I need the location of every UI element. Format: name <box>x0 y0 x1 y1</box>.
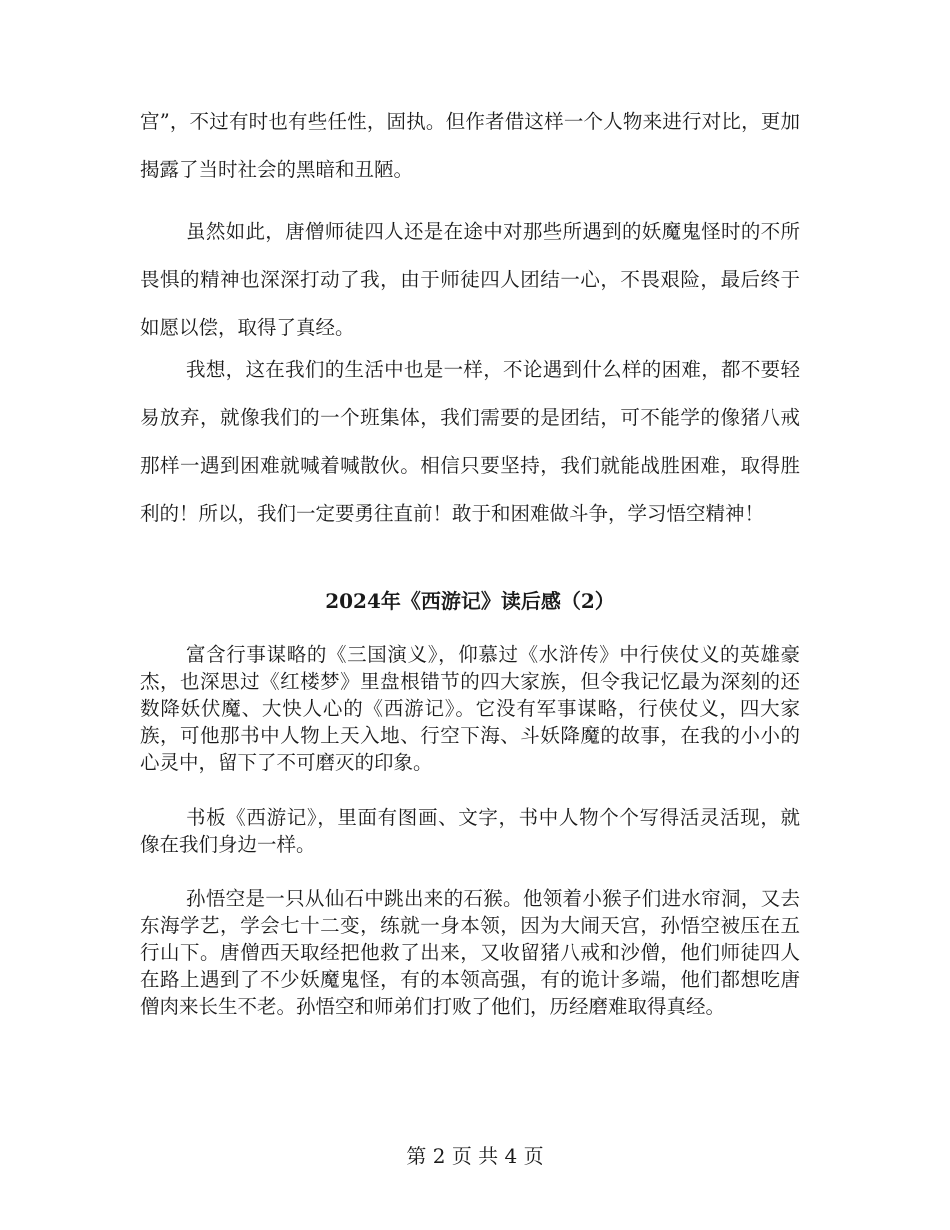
paragraph-book-description: 书板《西游记》，里面有图画、文字，书中人物个个写得活灵活现，就像在我们身边一样。 <box>140 806 800 856</box>
paragraph-determination: 虽然如此，唐僧师徒四人还是在途中对那些所遇到的妖魔鬼怪时的不所畏惧的精神也深深打动了我，由于师徒四人团结一心，不畏艰险，最后终于如愿以偿，取得了真经。 <box>140 220 800 339</box>
paragraph-sun-wukong-story: 孙悟空是一只从仙石中跳出来的石猴。他领着小猴子们进水帘洞，又去东海学艺，学会七十二变，练就一身本领，因为大闹天宫，孙悟空被压在五行山下。唐僧西天取经把他救了出来，又收留猪八戒和沙僧，他们师徒四人在路上遇到了不少妖魔鬼怪，有的本领高强，有的诡计多端，他们都想吃唐僧肉来长生不老。孙悟空和师弟们打败了他们，历经磨难取得真经。 <box>140 887 800 1018</box>
paragraph-continuation: 宫”，不过有时也有些任性，固执。但作者借这样一个人物来进行对比，更加揭露了当时社会的黑暗和丑陋。 <box>140 110 800 181</box>
paragraph-life-lesson: 我想，这在我们的生活中也是一样，不论遇到什么样的困难，都不要轻易放弃，就像我们的一个班集体，我们需要的是团结，可不能学的像猪八戒那样一遇到困难就喊着喊散伙。相信只要坚持，我们就能战胜困难，取得胜利的！所以，我们一定要勇往直前！敢于和困难做斗争，学习悟空精神！ <box>140 358 800 525</box>
paragraph-classics-intro: 富含行事谋略的《三国演义》，仰慕过《水浒传》中行侠仗义的英雄豪杰，也深思过《红楼梦》里盘根错节的四大家族，但令我记忆最为深刻的还数降妖伏魔、大快人心的《西游记》。它没有军事谋略，行侠仗义，四大家族，可他那书中人物上天入地、行空下海、斗妖降魔的故事，在我的小小的心灵中，留下了不可磨灭的印象。 <box>140 643 800 774</box>
section-title: 2024年《西游记》读后感（2） <box>325 589 615 613</box>
page-footer: 第 2 页 共 4 页 <box>406 1144 544 1168</box>
